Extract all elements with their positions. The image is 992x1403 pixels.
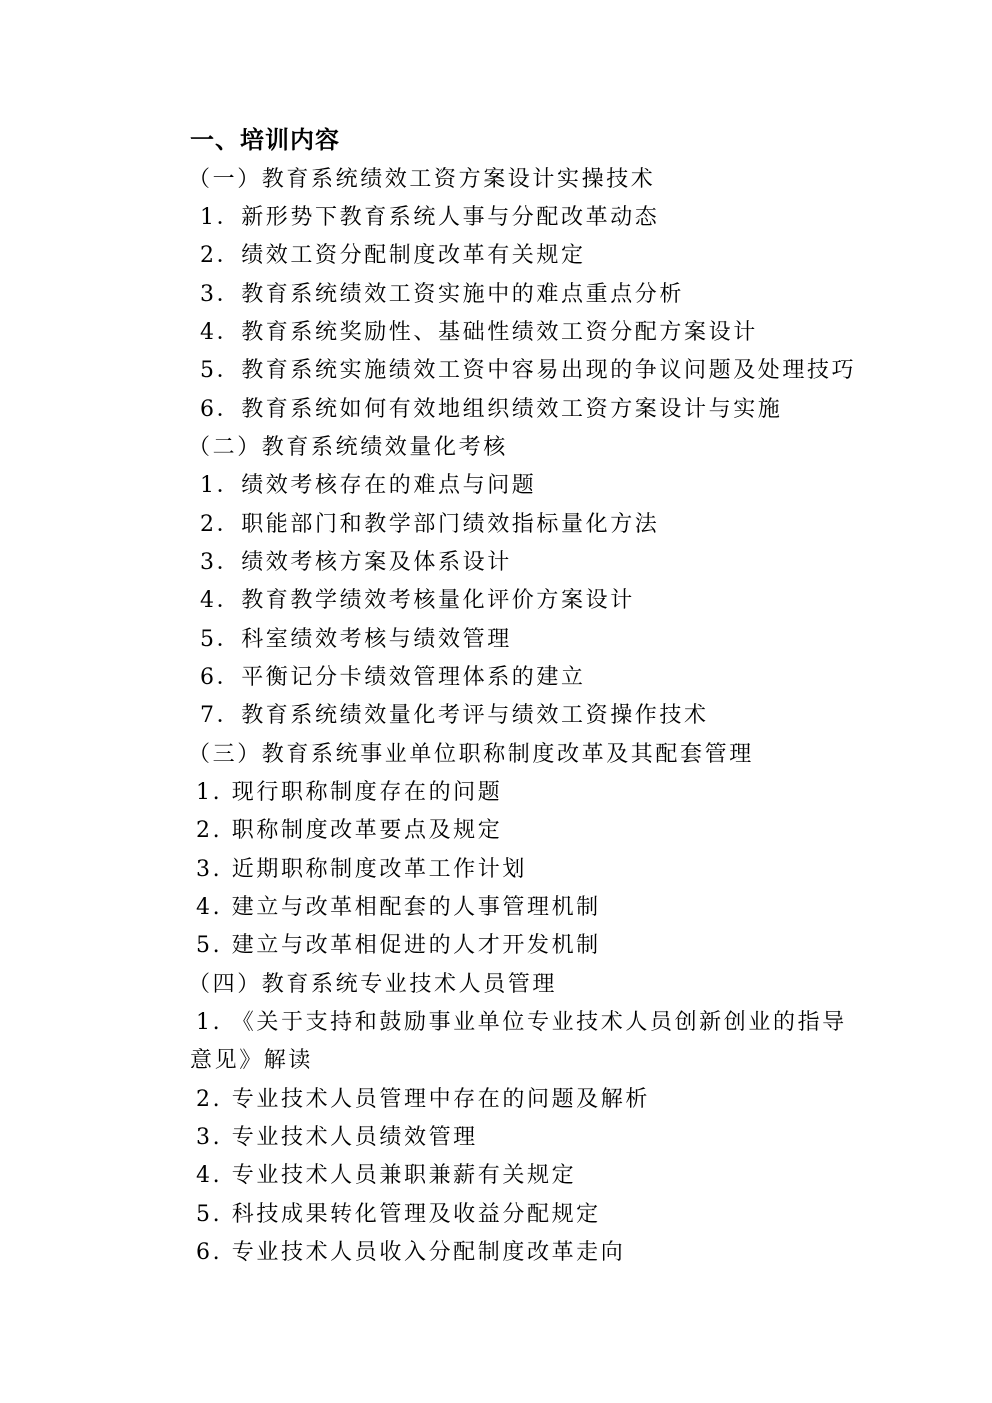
list-item: 5．教育系统实施绩效工资中容易出现的争议问题及处理技巧 (200, 358, 857, 383)
list-item: 1．新形势下教育系统人事与分配改革动态 (200, 205, 660, 230)
list-item: 3. 近期职称制度改革工作计划 (196, 857, 527, 882)
list-item: 5. 建立与改革相促进的人才开发机制 (196, 933, 601, 958)
list-item: 1．绩效考核存在的难点与问题 (200, 473, 537, 498)
list-item: 6．教育系统如何有效地组织绩效工资方案设计与实施 (200, 397, 783, 422)
list-item: 1. 《关于支持和鼓励事业单位专业技术人员创新创业的指导 (196, 1010, 847, 1035)
list-item: 7．教育系统绩效量化考评与绩效工资操作技术 (200, 703, 709, 728)
list-item: 2．职能部门和教学部门绩效指标量化方法 (200, 512, 660, 537)
section-title: （四）教育系统专业技术人员管理 (188, 972, 558, 997)
list-item: 6. 专业技术人员收入分配制度改革走向 (196, 1240, 626, 1265)
list-item: 1. 现行职称制度存在的问题 (196, 780, 503, 805)
list-item: 2. 专业技术人员管理中存在的问题及解析 (196, 1087, 650, 1112)
list-item: 4. 专业技术人员兼职兼薪有关规定 (196, 1163, 577, 1188)
list-item: 3. 专业技术人员绩效管理 (196, 1125, 478, 1150)
section-title: （二）教育系统绩效量化考核 (188, 435, 508, 460)
list-item: 3．教育系统绩效工资实施中的难点重点分析 (200, 282, 684, 307)
list-item: 6．平衡记分卡绩效管理体系的建立 (200, 665, 586, 690)
list-item: 3．绩效考核方案及体系设计 (200, 550, 512, 575)
list-item: 4. 建立与改革相配套的人事管理机制 (196, 895, 601, 920)
section-title: （三）教育系统事业单位职称制度改革及其配套管理 (188, 742, 754, 767)
list-item: 2. 职称制度改革要点及规定 (196, 818, 503, 843)
list-item: 4．教育教学绩效考核量化评价方案设计 (200, 588, 635, 613)
list-item: 5．科室绩效考核与绩效管理 (200, 627, 512, 652)
section-title: （一）教育系统绩效工资方案设计实操技术 (188, 167, 656, 192)
list-item-continuation: 意见》解读 (190, 1048, 314, 1073)
document-heading: 一、培训内容 (190, 126, 340, 154)
list-item: 2．绩效工资分配制度改革有关规定 (200, 243, 586, 268)
list-item: 4．教育系统奖励性、基础性绩效工资分配方案设计 (200, 320, 758, 345)
list-item: 5. 科技成果转化管理及收益分配规定 (196, 1202, 601, 1227)
